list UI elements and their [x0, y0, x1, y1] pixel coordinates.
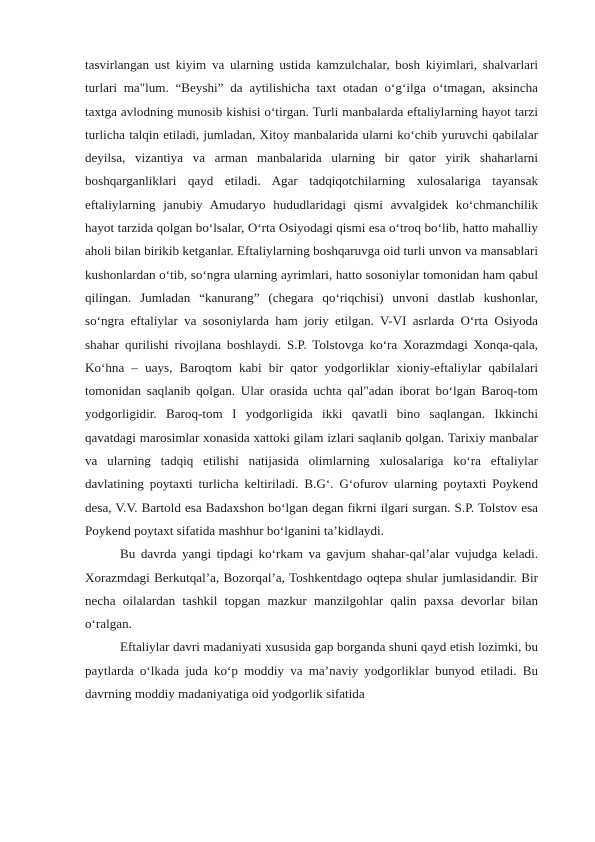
paragraph-2: Bu davrda yangi tipdagi ko‘rkam va gavjum shahar-qal’alar vujudga keladi. Xorazmdagi Berkutqal’a, Bozorqal’a, Toshkentdago oqtepa shular jumlasidandir. Bir necha oilalardan tashkil topgan mazkur manzilgohlar qalin paxsa devorlar bilan o‘ralgan.: [85, 546, 538, 632]
paragraph-1: tasvirlangan ust kiyim va ularning ustida kamzulchalar, bosh kiyimlari, shalvarlari turlari ma"lum. “Beyshi” da aytilishicha taxt otadan o‘g‘ilga o‘tmagan, aksincha taxtga avlodning munosib kishisi o‘tirgan. Turli manbalarda eftaliylarning hayot tarzi turlicha talqin etiladi, jumladan, Xitoy manbalarida ularni ko‘chib yuruvchi qabilalar deyilsa, vizantiya va arman manbalarida ularning bir qator yirik shaharlarni boshqarganliklari qayd etiladi. Agar tadqiqotchilarning xulosalariga tayansak eftaliylarning janubiy Amudaryo hududlaridagi qismi avvalgidek ko‘chmanchilik hayot tarzida qolgan bo‘lsalar, O‘rta Osiyodagi qismi esa o‘troq bo‘lib, hatto mahalliy aholi bilan birikib ketganlar. Eftaliylarning boshqaruvga oid turli unvon va mansablari kushonlardan o‘tib, so‘ngra ularning ayrimlari, hatto sosoniylar tomonidan ham qabul qilingan. Jumladan “kanurang” (chegara qo‘riqchisi) unvoni dastlab kushonlar, so‘ngra eftaliylar va sosoniylarda ham joriy etilgan. V-VI asrlarda O‘rta Osiyoda shahar qurilishi rivojlana boshlaydi. S.P. Tolstovga ko‘ra Xorazmdagi Xonqa-qala, Ko‘hna – uays, Baroqtom kabi bir qator yodgorliklar xioniy-eftaliylar qabilalari tomonidan saqlanib qolgan. Ular orasida uchta qal"adan iborat bo‘lgan Baroq-tom yodgorligidir. Baroq-tom I yodgorligida ikki qavatli bino saqlangan. Ikkinchi qavatdagi marosimlar xonasida xattoki gilam izlari saqlanib qolgan. Tarixiy manbalar va ularning tadqiq etilishi natijasida olimlarning xulosalariga ko‘ra eftaliylar davlatining poytaxti turlicha keltiriladi. B.G‘. G‘ofurov ularning poytaxti Poykend desa, V.V. Bartold esa Badaxshon bo‘lgan degan fikrni ilgari surgan. S.P. Tolstov esa Poykend poytaxt sifatida mashhur bo‘lganini ta’kidlaydi.: [85, 57, 538, 538]
paragraph-3: Eftaliylar davri madaniyati xususida gap borganda shuni qayd etish lozimki, bu paytlarda o‘lkada juda ko‘p moddiy va ma’naviy yodgorliklar bunyod etiladi. Bu davrning moddiy madaniyatiga oid yodgorlik sifatida: [85, 639, 538, 702]
document-body: [85, 53, 538, 705]
